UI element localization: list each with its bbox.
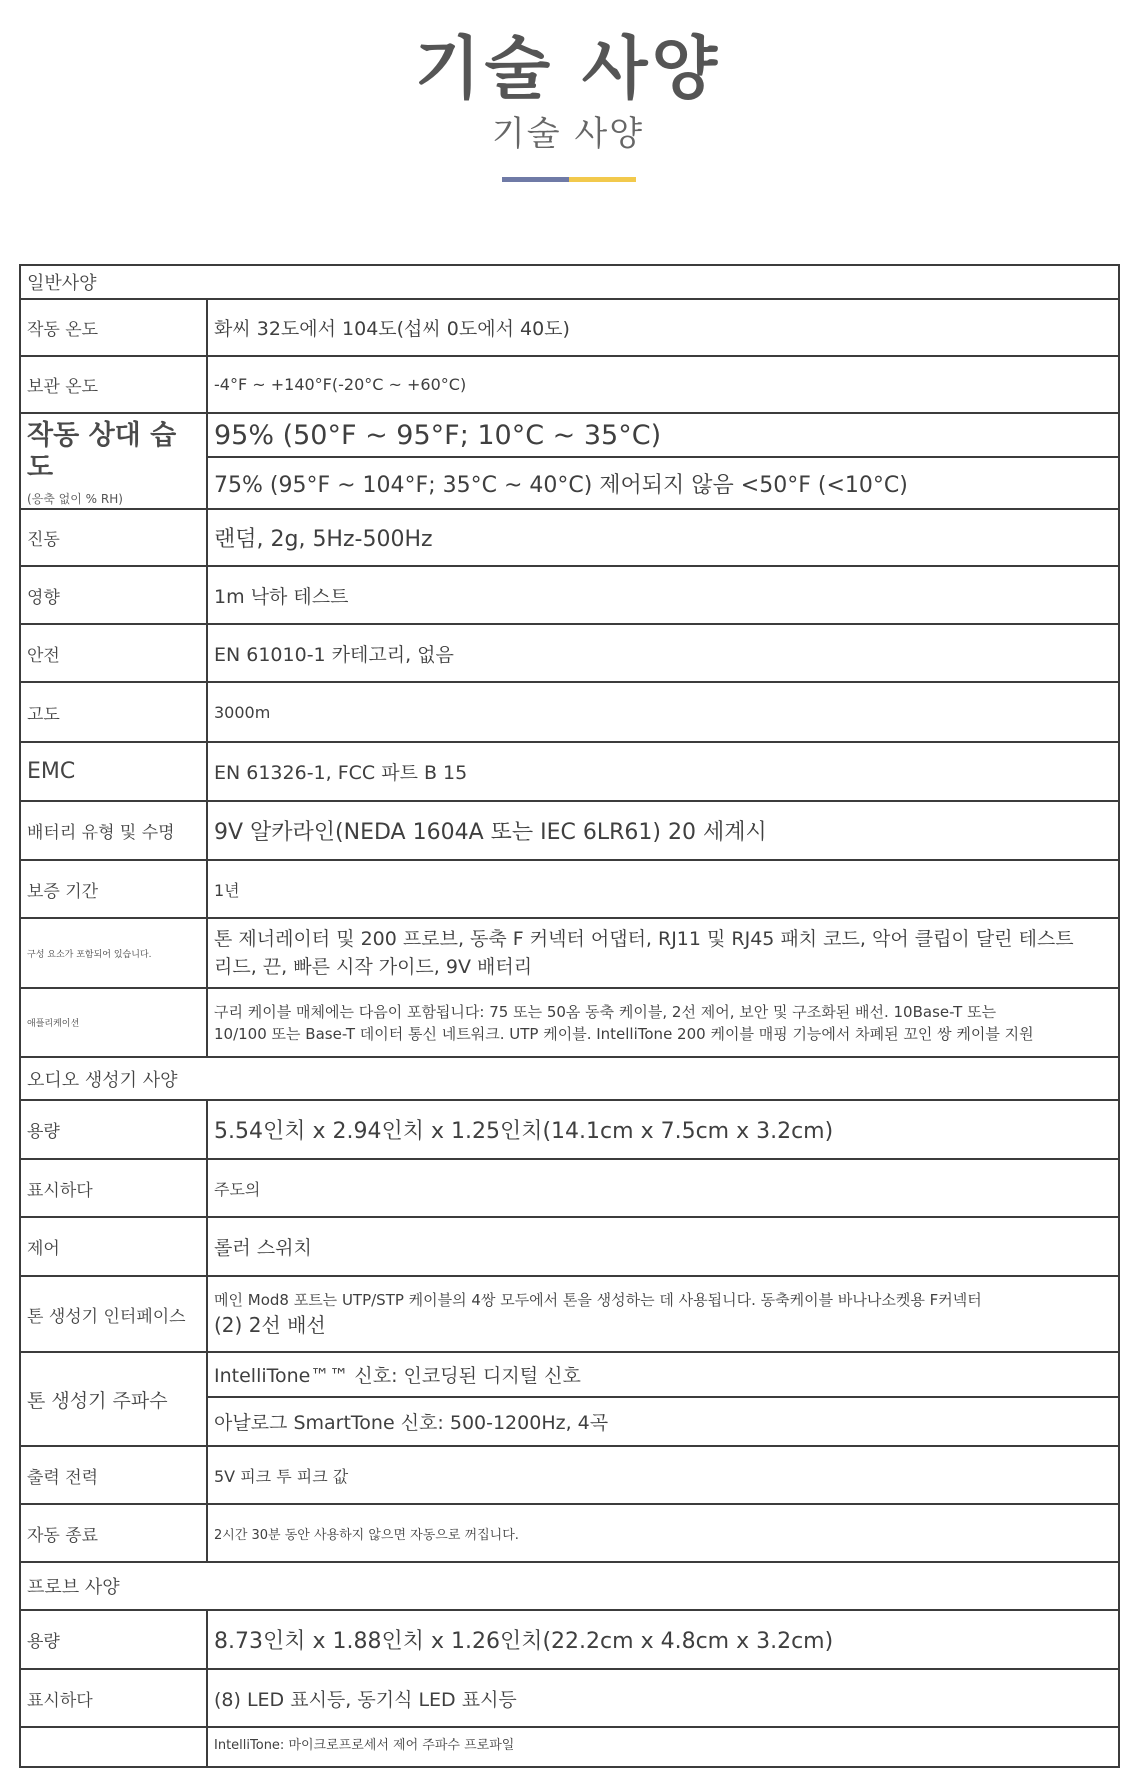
row-value-altitude: 3000m <box>207 682 1119 742</box>
row-value-audio-size: 5.54인치 x 2.94인치 x 1.25인치(14.1cm x 7.5cm x 3.2cm) <box>207 1100 1119 1159</box>
application-line-1: 구리 케이블 매체에는 다음이 포함됩니다: 75 또는 50옴 동축 케이블, 2선 제어, 보안 및 구조화된 배선. 10Base-T 또는 <box>214 1002 997 1021</box>
row-value-probe-size: 8.73인치 x 1.88인치 x 1.26인치(22.2cm x 4.8cm x 3.2cm) <box>207 1610 1119 1669</box>
section-label-general: 일반사양 <box>20 265 1119 299</box>
row-label-altitude: 고도 <box>20 682 207 742</box>
row-value-humidity-1: 95% (50°F ~ 95°F; 10°C ~ 35°C) <box>207 413 1119 457</box>
row-label-frequency: 톤 생성기 주파수 <box>20 1352 207 1446</box>
row-label-storage-temp: 보관 온도 <box>20 356 207 413</box>
application-line-2: 10/100 또는 Base-T 데이터 통신 네트워크. UTP 케이블. IntelliTone 200 케이블 매핑 기능에서 차폐된 꼬인 쌍 케이블 지원 <box>214 1024 1034 1043</box>
row-value-storage-temp: -4°F ~ +140°F(-20°C ~ +60°C) <box>207 356 1119 413</box>
row-label-safety: 안전 <box>20 624 207 682</box>
table-row <box>20 1217 1119 1276</box>
table-row <box>20 1610 1119 1669</box>
accent-divider-yellow <box>569 177 636 182</box>
row-label-vibration: 진동 <box>20 509 207 566</box>
table-row <box>20 1276 1119 1352</box>
table-row <box>20 1446 1119 1504</box>
table-row <box>20 1159 1119 1217</box>
table-row <box>20 566 1119 624</box>
table-row-frequency-1 <box>20 1352 1119 1397</box>
row-label-audio-control: 제어 <box>20 1217 207 1276</box>
row-value-frequency-1: IntelliTone™™ 신호: 인코딩된 디지털 신호 <box>207 1352 1119 1397</box>
contents-line-2: 리드, 끈, 빠른 시작 가이드, 9V 배터리 <box>214 956 533 978</box>
row-label-auto-off: 자동 종료 <box>20 1504 207 1562</box>
section-row-probe <box>20 1562 1119 1610</box>
table-row <box>20 988 1119 1057</box>
spec-table <box>19 264 1120 1768</box>
interface-line-1: 메인 Mod8 포트는 UTP/STP 케이블의 4쌍 모두에서 톤을 생성하는 데 사용됩니다. 동축케이블 바나나소켓용 F커넥터 <box>214 1291 982 1309</box>
row-label-impact: 영향 <box>20 566 207 624</box>
table-row <box>20 1669 1119 1727</box>
row-value-contents <box>207 918 1119 988</box>
row-value-warranty: 1년 <box>207 860 1119 918</box>
row-value-vibration: 랜덤, 2g, 5Hz-500Hz <box>207 509 1119 566</box>
table-row <box>20 918 1119 988</box>
row-value-application <box>207 988 1119 1057</box>
row-label-audio-interface: 톤 생성기 인터페이스 <box>20 1276 207 1352</box>
row-value-humidity-2: 75% (95°F ~ 104°F; 35°C ~ 40°C) 제어되지 않음 <50°F (<10°C) <box>207 457 1119 509</box>
table-row <box>20 1504 1119 1562</box>
table-row <box>20 801 1119 860</box>
row-label-application: 애플리케이션 <box>20 988 207 1057</box>
section-label-probe: 프로브 사양 <box>20 1562 1119 1610</box>
table-row <box>20 682 1119 742</box>
row-value-audio-control: 롤러 스위치 <box>207 1217 1119 1276</box>
row-label-probe-partial <box>20 1727 207 1767</box>
section-row-general <box>20 265 1119 299</box>
row-value-auto-off: 2시간 30분 동안 사용하지 않으면 자동으로 꺼집니다. <box>207 1504 1119 1562</box>
row-label-audio-display: 표시하다 <box>20 1159 207 1217</box>
row-label-warranty: 보증 기간 <box>20 860 207 918</box>
row-value-audio-interface <box>207 1276 1119 1352</box>
row-value-impact: 1m 낙하 테스트 <box>207 566 1119 624</box>
row-label-humidity <box>20 413 207 509</box>
row-label-audio-size: 용량 <box>20 1100 207 1159</box>
table-row-humidity-1 <box>20 413 1119 457</box>
row-value-safety: EN 61010-1 카테고리, 없음 <box>207 624 1119 682</box>
row-label-output-power: 출력 전력 <box>20 1446 207 1504</box>
row-value-operating-temp: 화씨 32도에서 104도(섭씨 0도에서 40도) <box>207 299 1119 356</box>
humidity-note: (응축 없이 % RH) <box>27 492 123 506</box>
row-label-contents: 구성 요소가 포함되어 있습니다. <box>20 918 207 988</box>
table-row <box>20 1100 1119 1159</box>
table-row <box>20 299 1119 356</box>
page-title: 기술 사양 <box>414 30 722 109</box>
table-row <box>20 860 1119 918</box>
row-value-probe-partial: IntelliTone: 마이크로프로세서 제어 주파수 프로파일 <box>207 1727 1119 1767</box>
page-header <box>0 0 1136 265</box>
table-row <box>20 1727 1119 1767</box>
row-label-battery: 배터리 유형 및 수명 <box>20 801 207 860</box>
section-row-audio <box>20 1057 1119 1100</box>
row-value-probe-display: (8) LED 표시등, 동기식 LED 표시등 <box>207 1669 1119 1727</box>
table-row <box>20 356 1119 413</box>
row-value-audio-display: 주도의 <box>207 1159 1119 1217</box>
page-subtitle: 기술 사양 <box>491 114 645 154</box>
section-label-audio: 오디오 생성기 사양 <box>20 1057 1119 1100</box>
row-label-probe-size: 용량 <box>20 1610 207 1669</box>
row-label-emc: EMC <box>20 742 207 801</box>
accent-divider-blue <box>502 177 569 182</box>
row-value-output-power: 5V 피크 투 피크 값 <box>207 1446 1119 1504</box>
interface-line-2: (2) 2선 배선 <box>214 1313 326 1337</box>
humidity-label: 작동 상대 습도 <box>27 420 177 483</box>
row-value-emc: EN 61326-1, FCC 파트 B 15 <box>207 742 1119 801</box>
contents-line-1: 톤 제너레이터 및 200 프로브, 동축 F 커넥터 어댑터, RJ11 및 RJ45 패치 코드, 악어 클립이 달린 테스트 <box>214 928 1074 950</box>
accent-divider <box>502 177 636 182</box>
table-row <box>20 742 1119 801</box>
row-value-battery: 9V 알카라인(NEDA 1604A 또는 IEC 6LR61) 20 세계시 <box>207 801 1119 860</box>
row-value-frequency-2: 아날로그 SmartTone 신호: 500-1200Hz, 4곡 <box>207 1397 1119 1446</box>
row-label-operating-temp: 작동 온도 <box>20 299 207 356</box>
row-label-probe-display: 표시하다 <box>20 1669 207 1727</box>
table-row <box>20 509 1119 566</box>
table-row <box>20 624 1119 682</box>
